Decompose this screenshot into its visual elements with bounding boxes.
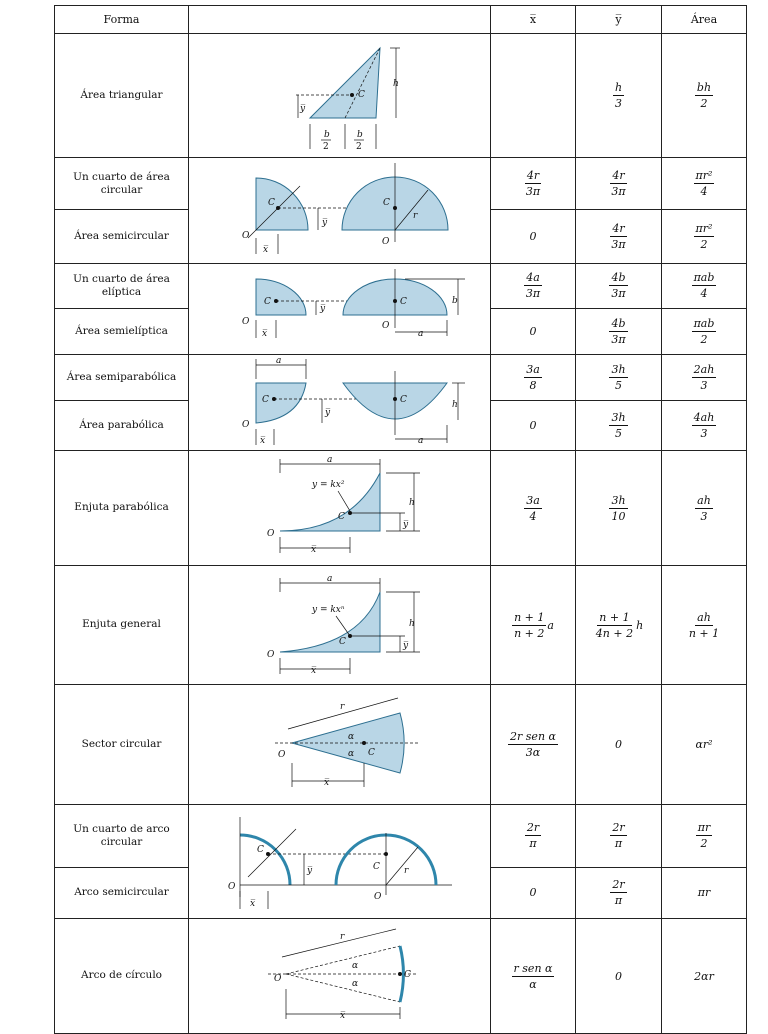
label-alpha1: α (351, 961, 358, 971)
xbar-cell: $\frac{n + 1}{n + 2}$ a (491, 566, 576, 685)
label-ybar: y̅ (321, 218, 327, 228)
label-xbar: x̅ (259, 436, 265, 446)
table-row (55, 34, 747, 158)
label-xbar: x̅ (323, 778, 329, 788)
label-eq-par: y = kx² (311, 480, 344, 490)
area-cell: $\frac{\text{πr²}}{2}$ (662, 210, 747, 264)
label-C: C (261, 395, 269, 405)
area-cell: αr² (662, 685, 747, 805)
ybar-cell: $\frac{3h}{10}$ (576, 451, 662, 566)
label-xbar: x̅ (310, 666, 316, 676)
area-cell: $\frac{bh}{2}$ (662, 34, 747, 158)
row-name: Enjuta general (55, 566, 189, 685)
general-spandrel-diagram (190, 566, 490, 680)
label-O: O (266, 529, 274, 539)
label-O: O (381, 237, 389, 247)
row-name: Área semiparabólica (55, 355, 189, 401)
label-xbar: x̅ (339, 1011, 345, 1021)
label-C: C (267, 198, 275, 208)
area-cell: $\frac{ah}{3}$ (662, 451, 747, 566)
row-name: Área triangular (55, 34, 189, 158)
label-a: a (417, 436, 423, 446)
xbar-cell: $\frac{\text{r sen α}}{\alpha}$ (491, 919, 576, 1034)
ybar-cell: 0 (576, 919, 662, 1034)
label-a: a (326, 574, 332, 584)
label-b1: b (323, 130, 330, 140)
label-r: r (403, 866, 408, 876)
area-cell: $\frac{\text{πab}}{2}$ (662, 308, 747, 354)
table-row (55, 264, 747, 309)
row-name: Un cuarto de área circular (55, 158, 189, 210)
figure-triangle (189, 34, 491, 158)
header-forma: Forma (55, 6, 189, 34)
label-C: C (372, 862, 380, 872)
label-C: C (399, 297, 407, 307)
ybar-cell: $\frac{4b}{3\pi}$ (576, 264, 662, 309)
label-a: a (326, 455, 332, 465)
label-ybar: y̅ (299, 104, 305, 114)
label-two1: 2 (322, 142, 329, 152)
label-h: h (408, 619, 415, 629)
figure-general-spandrel (189, 566, 491, 685)
table-row (55, 685, 747, 805)
label-a: a (275, 356, 281, 366)
label-h: h (392, 79, 399, 89)
label-C: C (337, 512, 345, 522)
row-name: Un cuarto de área elíptica (55, 264, 189, 309)
label-O: O (241, 231, 249, 241)
xbar-cell: 0 (491, 308, 576, 354)
xbar-cell: $\frac{3a}{4}$ (491, 451, 576, 566)
ybar-cell: $\frac{n + 1}{4n + 2}$ h (576, 566, 662, 685)
xbar-cell (491, 34, 576, 158)
xbar-cell: $\frac{\text{2r sen α}}{3\alpha}$ (491, 685, 576, 805)
ybar-cell: 0 (576, 685, 662, 805)
header-row (55, 6, 747, 34)
label-b2: b (356, 130, 363, 140)
label-C: C (263, 297, 271, 307)
figure-parabolic-spandrel (189, 451, 491, 566)
table-row (55, 805, 747, 868)
label-O: O (241, 317, 249, 327)
ybar-cell: $\frac{2r}{\pi}$ (576, 805, 662, 868)
xbar-cell: $\frac{4r}{3\pi}$ (491, 158, 576, 210)
label-a: a (417, 329, 423, 339)
ybar-cell: $\frac{h}{3}$ (576, 34, 662, 158)
circular-arcs-diagram (190, 805, 490, 914)
ybar-cell: $\frac{4r}{3\pi}$ (576, 210, 662, 264)
label-ybar: y̅ (324, 408, 330, 418)
label-r: r (412, 211, 417, 221)
row-name: Área semicircular (55, 210, 189, 264)
label-eq-gen: y = kxⁿ (311, 605, 345, 615)
label-xbar: x̅ (249, 899, 255, 909)
row-name: Sector circular (55, 685, 189, 805)
area-cell: $\frac{2ah}{3}$ (662, 355, 747, 401)
area-cell: πr (662, 867, 747, 918)
label-r: r (339, 932, 344, 942)
label-b: b (451, 296, 458, 306)
header-figure (189, 6, 491, 34)
label-xbar: x̅ (262, 245, 268, 255)
label-C: C (382, 198, 390, 208)
figure-arc-of-circle (189, 919, 491, 1034)
label-alpha2: α (347, 749, 354, 759)
label-h: h (451, 400, 458, 410)
label-xbar: x̅ (261, 329, 267, 339)
area-cell: $\frac{\pi r}{2}$ (662, 805, 747, 868)
figure-circular-areas (189, 158, 491, 264)
area-cell: $\frac{4ah}{3}$ (662, 401, 747, 451)
label-alpha2: α (351, 979, 358, 989)
row-name: Arco semicircular (55, 867, 189, 918)
figure-circular-arcs (189, 805, 491, 919)
label-two2: 2 (355, 142, 362, 152)
row-name: Área parabólica (55, 401, 189, 451)
ybar-cell: $\frac{3h}{5}$ (576, 355, 662, 401)
row-name: Arco de círculo (55, 919, 189, 1034)
label-h: h (408, 498, 415, 508)
label-xbar: x̅ (310, 545, 316, 555)
figure-parabolic-areas (189, 355, 491, 451)
label-O: O (381, 321, 389, 331)
area-cell: $\frac{\text{πr²}}{4}$ (662, 158, 747, 210)
xbar-cell: 0 (491, 210, 576, 264)
parabolic-areas-diagram (190, 355, 490, 446)
ybar-cell: $\frac{2r}{\pi}$ (576, 867, 662, 918)
xbar-cell: $\frac{3a}{8}$ (491, 355, 576, 401)
xbar-cell: $\frac{2r}{\pi}$ (491, 805, 576, 868)
arc-of-circle-diagram (190, 919, 490, 1029)
header-area: Área (662, 6, 747, 34)
label-O: O (273, 974, 281, 984)
figure-elliptical-areas (189, 264, 491, 355)
label-O: O (266, 650, 274, 660)
label-ybar: y̅ (319, 304, 325, 314)
triangle-diagram (190, 34, 490, 153)
label-C: C (256, 845, 264, 855)
xbar-cell: $\frac{4a}{3\pi}$ (491, 264, 576, 309)
row-name: Un cuarto de arco circular (55, 805, 189, 868)
label-O: O (241, 420, 249, 430)
label-O: O (227, 882, 235, 892)
row-name: Enjuta parabólica (55, 451, 189, 566)
centroid-table (54, 5, 747, 1034)
label-O: O (373, 892, 381, 902)
parabolic-spandrel-diagram (190, 451, 490, 561)
label-ybar: y̅ (402, 641, 408, 651)
label-ybar: y̅ (402, 520, 408, 530)
label-r: r (339, 702, 344, 712)
area-cell: 2αr (662, 919, 747, 1034)
elliptical-areas-diagram (190, 264, 490, 350)
table-row (55, 158, 747, 210)
label-O: O (277, 750, 285, 760)
ybar-cell: $\frac{4b}{3\pi}$ (576, 308, 662, 354)
ybar-cell: $\frac{4r}{3\pi}$ (576, 158, 662, 210)
table-row (55, 451, 747, 566)
circular-areas-diagram (190, 158, 490, 259)
label-C: C (403, 970, 411, 980)
label-C: C (367, 748, 375, 758)
label-C: C (357, 90, 365, 100)
ybar-cell: $\frac{3h}{5}$ (576, 401, 662, 451)
circular-sector-diagram (190, 685, 490, 800)
label-alpha1: α (347, 732, 354, 742)
area-cell: $\frac{ah}{n + 1}$ (662, 566, 747, 685)
figure-circular-sector (189, 685, 491, 805)
label-C: C (399, 395, 407, 405)
header-xbar: x̅ (491, 6, 576, 34)
xbar-cell: 0 (491, 401, 576, 451)
xbar-cell: 0 (491, 867, 576, 918)
table-row (55, 566, 747, 685)
table-row (55, 355, 747, 401)
header-ybar: y̅ (576, 6, 662, 34)
table-row (55, 919, 747, 1034)
area-cell: $\frac{\text{πab}}{4}$ (662, 264, 747, 309)
label-ybar: y̅ (306, 866, 312, 876)
row-name: Área semielíptica (55, 308, 189, 354)
label-C: C (338, 637, 346, 647)
